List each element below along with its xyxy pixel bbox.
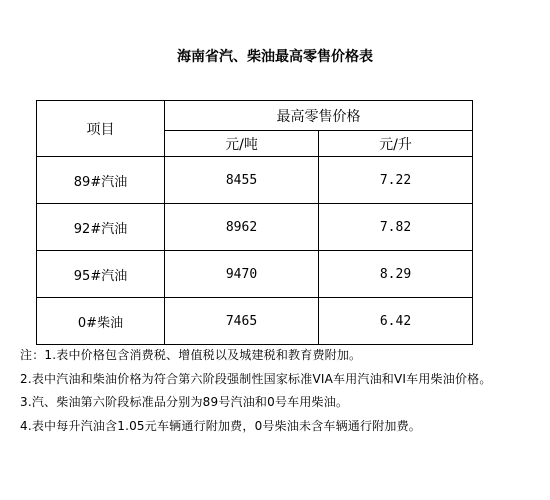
max-price-header: 最高零售价格 bbox=[165, 101, 473, 131]
fuel-name-cell: 92#汽油 bbox=[37, 204, 165, 251]
page-title: 海南省汽、柴油最高零售价格表 bbox=[177, 49, 373, 65]
table-row bbox=[37, 298, 473, 345]
fuel-name-cell: 0#柴油 bbox=[37, 298, 165, 345]
price-per-ton-cell: 9470 bbox=[165, 251, 319, 298]
item-header: 项目 bbox=[37, 101, 165, 157]
fuel-name-cell: 89#汽油 bbox=[37, 157, 165, 204]
note-item: 3.汽、柴油第六阶段标准品分别为89号汽油和0号车用柴油。 bbox=[20, 395, 349, 409]
note-item: 注：1.表中价格包含消费税、增值税以及城建税和教育费附加。 bbox=[20, 348, 362, 362]
note-item: 4.表中每升汽油含1.05元车辆通行附加费，0号柴油未含车辆通行附加费。 bbox=[20, 418, 422, 433]
unit-liter-header: 元/升 bbox=[319, 131, 473, 157]
price-per-liter-cell: 8.29 bbox=[319, 251, 473, 298]
note-item: 2.表中汽油和柴油价格为符合第六阶段强制性国家标准VIA车用汽油和VI车用柴油价格。 bbox=[20, 371, 492, 386]
price-per-ton-cell: 8455 bbox=[165, 157, 319, 204]
table-row bbox=[37, 157, 473, 204]
price-per-ton-cell: 8962 bbox=[165, 204, 319, 251]
price-per-liter-cell: 7.82 bbox=[319, 204, 473, 251]
table-row bbox=[37, 204, 473, 251]
unit-ton-header: 元/吨 bbox=[165, 131, 319, 157]
table-row bbox=[37, 251, 473, 298]
price-per-liter-cell: 6.42 bbox=[319, 298, 473, 345]
price-per-ton-cell: 7465 bbox=[165, 298, 319, 345]
price-per-liter-cell: 7.22 bbox=[319, 157, 473, 204]
price-table bbox=[36, 100, 473, 345]
table-header-row bbox=[37, 101, 473, 131]
fuel-name-cell: 95#汽油 bbox=[37, 251, 165, 298]
notes-section bbox=[20, 344, 540, 438]
